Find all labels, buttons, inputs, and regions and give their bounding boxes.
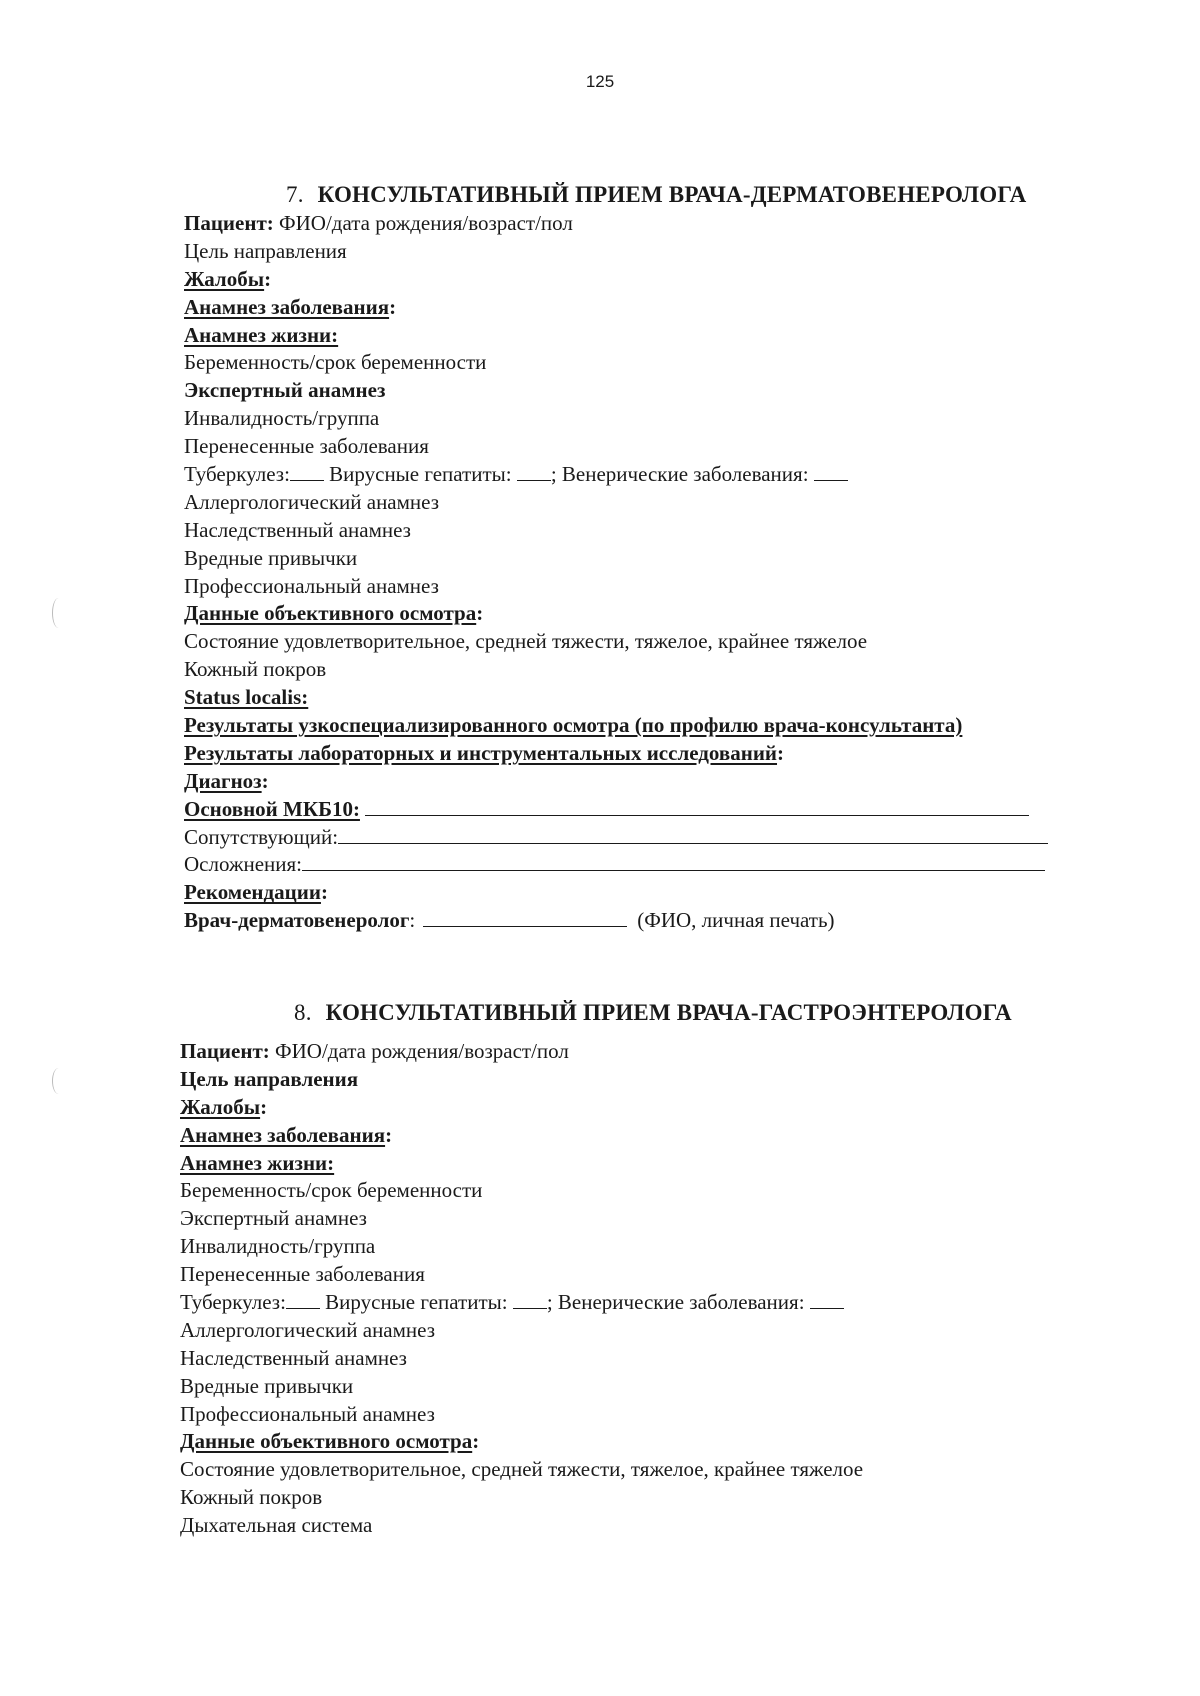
- section-title: КОНСУЛЬТАТИВНЫЙ ПРИЕМ ВРАЧА-ГАСТРОЭНТЕРОЛОГА: [325, 1000, 1012, 1025]
- disability: Инвалидность/группа: [180, 1234, 376, 1259]
- complaints-line: Жалобы:: [184, 266, 272, 291]
- form-fields: [180, 1038, 1170, 1540]
- signature-hint: (ФИО, личная печать): [637, 908, 835, 933]
- hepatitis-label: Вирусные гепатиты:: [325, 1290, 508, 1315]
- recommendations-line: Рекомендации:: [184, 880, 328, 905]
- venereal-blank[interactable]: [810, 1290, 844, 1309]
- concomitant-label: Сопутствующий:: [184, 824, 339, 849]
- section-title: КОНСУЛЬТАТИВНЫЙ ПРИЕМ ВРАЧА-ДЕРМАТОВЕНЕРОЛОГА: [317, 182, 1027, 207]
- referral-purpose: Цель направления: [184, 238, 347, 263]
- patient-value: ФИО/дата рождения/возраст/пол: [275, 1039, 569, 1063]
- expert-anamnesis: Экспертный анамнез: [180, 1206, 367, 1231]
- life-anamnesis-line: [184, 322, 1174, 350]
- complaints-line: Жалобы:: [180, 1094, 268, 1119]
- pregnancy: Беременность/срок беременности: [180, 1178, 483, 1203]
- condition: Состояние удовлетворительное, средней тяжести, тяжелое, крайнее тяжелое: [184, 629, 868, 654]
- patient-label: Пациент:: [184, 211, 274, 235]
- patient-label: Пациент:: [180, 1039, 270, 1063]
- patient-line: [180, 1038, 1170, 1066]
- recommendations-label: Рекомендации: [184, 880, 321, 905]
- allergy: Аллергологический анамнез: [180, 1317, 436, 1342]
- primary-icd-label: Основной МКБ10:: [184, 796, 360, 821]
- respiratory: Дыхательная система: [180, 1513, 373, 1538]
- tuberculosis-label: Туберкулез:: [180, 1290, 286, 1315]
- complications-blank[interactable]: [302, 852, 1045, 871]
- complaints-label: Жалобы: [184, 266, 265, 291]
- specialized-exam-line: [184, 712, 1174, 740]
- primary-icd-blank[interactable]: [365, 797, 1029, 816]
- complications-line: [184, 851, 1174, 879]
- past-diseases: Перенесенные заболевания: [184, 434, 429, 459]
- disease-anamnesis-line: Анамнез заболевания:: [180, 1122, 393, 1147]
- status-localis-line: [184, 684, 1174, 712]
- hepatitis-label: Вирусные гепатиты:: [329, 462, 512, 487]
- status-localis-label: Status localis:: [184, 685, 309, 710]
- objective-exam-line: Данные объективного осмотра:: [180, 1429, 480, 1454]
- hepatitis-blank[interactable]: [517, 462, 551, 481]
- disease-anamnesis-line: Анамнез заболевания:: [184, 294, 397, 319]
- occupational: Профессиональный анамнез: [184, 573, 439, 598]
- occupational: Профессиональный анамнез: [180, 1401, 435, 1426]
- skin: Кожный покров: [180, 1485, 323, 1510]
- condition: Состояние удовлетворительное, средней тяжести, тяжелое, крайнее тяжелое: [180, 1457, 864, 1482]
- page-number: 125: [585, 72, 615, 91]
- concomitant-line: [184, 824, 1174, 852]
- section-heading: [286, 182, 1026, 208]
- life-anamnesis-label: Анамнез жизни:: [180, 1150, 335, 1175]
- referral-purpose: Цель направления: [180, 1066, 359, 1091]
- concomitant-blank[interactable]: [338, 825, 1048, 844]
- diagnosis-label: Диагноз: [184, 768, 262, 793]
- objective-exam-label: Данные объективного осмотра: [184, 601, 477, 626]
- venereal-blank[interactable]: [814, 462, 848, 481]
- infections-line: [184, 461, 1174, 489]
- section-number: 8.: [294, 1000, 312, 1025]
- patient-value: ФИО/дата рождения/возраст/пол: [279, 211, 573, 235]
- pregnancy: Беременность/срок беременности: [184, 350, 487, 375]
- hepatitis-blank[interactable]: [513, 1290, 547, 1309]
- lab-results-label: Результаты лабораторных и инструментальных исследований: [184, 740, 778, 765]
- habits: Вредные привычки: [180, 1373, 354, 1398]
- heredity: Наследственный анамнез: [180, 1345, 407, 1370]
- life-anamnesis-line: [180, 1150, 1170, 1178]
- disease-anamnesis-label: Анамнез заболевания: [184, 294, 390, 319]
- disability: Инвалидность/группа: [184, 406, 380, 431]
- allergy: Аллергологический анамнез: [184, 489, 440, 514]
- specialized-exam-label: Результаты узкоспециализированного осмотра (по профилю врача-консультанта): [184, 713, 963, 738]
- scan-artifact: [52, 598, 65, 628]
- expert-anamnesis: Экспертный анамнез: [184, 378, 386, 403]
- habits: Вредные привычки: [184, 545, 358, 570]
- doctor-signature-line: Врач-дерматовенеролог: (ФИО, личная печать): [184, 908, 835, 933]
- disease-anamnesis-label: Анамнез заболевания: [180, 1122, 386, 1147]
- venereal-label: ; Венерические заболевания:: [546, 1290, 805, 1315]
- objective-exam-line: Данные объективного осмотра:: [184, 601, 484, 626]
- doctor-label: Врач-дерматовенеролог: [184, 908, 410, 933]
- complaints-label: Жалобы: [180, 1094, 261, 1119]
- tuberculosis-blank[interactable]: [286, 1290, 320, 1309]
- life-anamnesis-label: Анамнез жизни:: [184, 322, 339, 347]
- tuberculosis-blank[interactable]: [290, 462, 324, 481]
- scan-artifact: [52, 1068, 65, 1094]
- primary-icd-line: [184, 796, 1174, 824]
- lab-results-line: Результаты лабораторных и инструментальных исследований:: [184, 740, 785, 765]
- diagnosis-line: Диагноз:: [184, 768, 269, 793]
- section-heading: [294, 1000, 1012, 1026]
- past-diseases: Перенесенные заболевания: [180, 1262, 425, 1287]
- objective-exam-label: Данные объективного осмотра: [180, 1429, 473, 1454]
- complications-label: Осложнения:: [184, 852, 302, 877]
- heredity: Наследственный анамнез: [184, 517, 411, 542]
- venereal-label: ; Венерические заболевания:: [550, 462, 809, 487]
- form-fields: [184, 210, 1174, 935]
- patient-line: [184, 210, 1174, 238]
- infections-line: [180, 1289, 1170, 1317]
- section-number: 7.: [286, 182, 304, 207]
- doctor-signature-blank[interactable]: [423, 908, 627, 927]
- skin: Кожный покров: [184, 657, 327, 682]
- tuberculosis-label: Туберкулез:: [184, 462, 290, 487]
